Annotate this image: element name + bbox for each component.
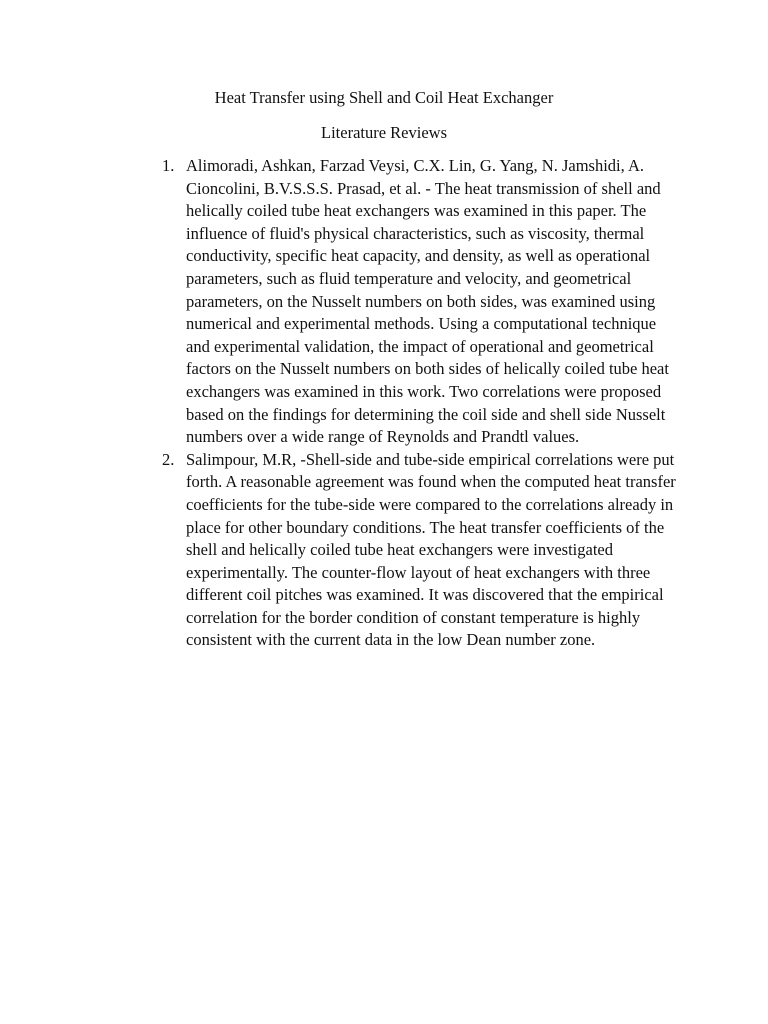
list-item — [160, 155, 680, 449]
list-item-number: 1. — [162, 156, 175, 175]
document-subtitle: Literature Reviews — [321, 123, 447, 142]
list-item-text: Alimoradi, Ashkan, Farzad Veysi, C.X. Lin, G. Yang, N. Jamshidi, A. Cioncolini, B.V.S.S.S. Prasad, et al. - The heat transmission of shell and helically coiled tube heat exchangers was examined in this paper. The influence of fluid's physical characteristics, such as viscosity, thermal conductivity, specific heat capacity, and density, as well as operational parameters, such as fluid temperature and velocity, and geometrical parameters, on the Nusselt numbers on both sides, was examined using numerical and experimental methods. Using a computational technique and experimental validation, the impact of operational and geometrical factors on the Nusselt numbers on both sides of helically coiled tube heat exchangers was examined in this work. Two correlations were proposed based on the findings for determining the coil side and shell side Nusselt numbers over a wide range of Reynolds and Prandtl values. — [186, 156, 669, 447]
list-item-text: Salimpour, M.R, -Shell-side and tube-side empirical correlations were put forth. A reasonable agreement was found when the computed heat transfer coefficients for the tube-side were compared to the correlations already in place for other boundary conditions. The heat transfer coefficients of the shell and helically coiled tube heat exchangers were investigated experimentally. The counter-flow layout of heat exchangers with three different coil pitches was examined. It was discovered that the empirical correlation for the border condition of constant temperature is highly consistent with the current data in the low Dean number zone. — [186, 449, 676, 650]
list-item-number: 2. — [162, 449, 175, 469]
literature-review-list — [160, 155, 680, 652]
document-title: Heat Transfer using Shell and Coil Heat Exchanger — [214, 88, 554, 107]
list-item — [160, 449, 680, 652]
